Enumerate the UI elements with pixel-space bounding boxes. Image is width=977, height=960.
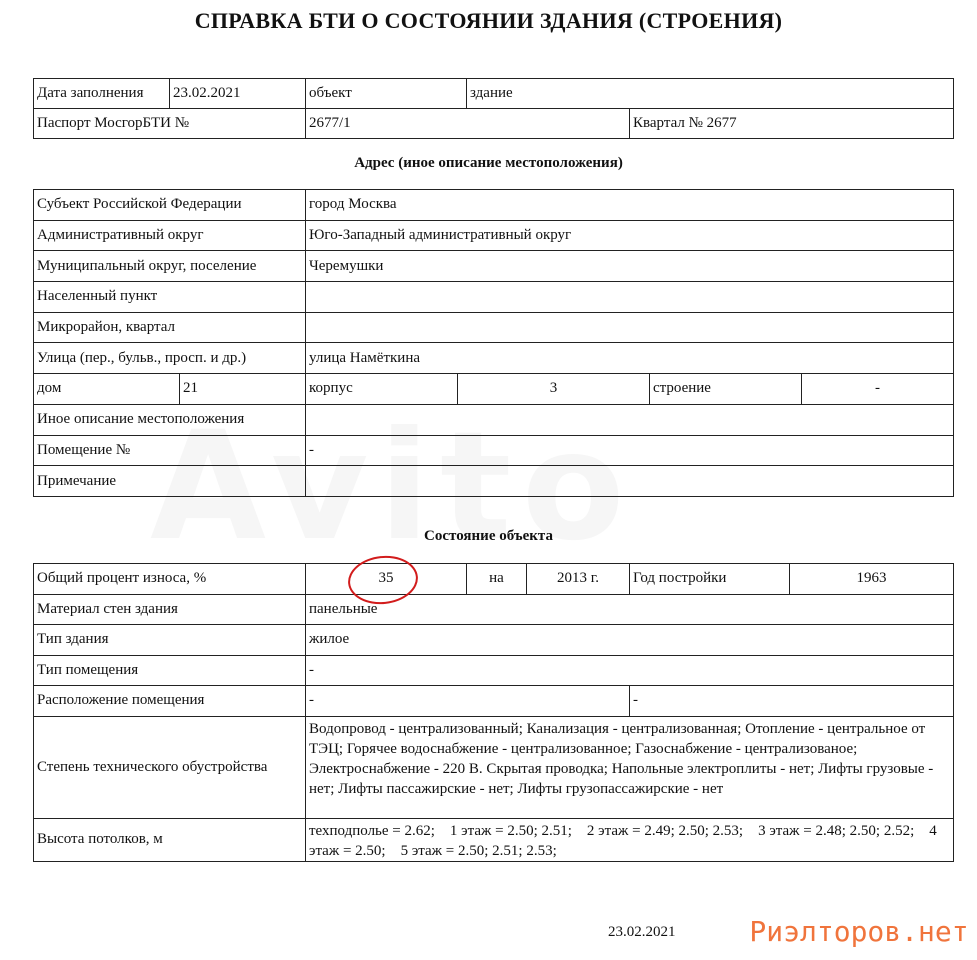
wear-on-label: на <box>467 564 527 595</box>
building-type-label: Тип здания <box>34 625 306 656</box>
table-row <box>34 466 954 497</box>
fill-date-label: Дата заполнения <box>34 79 170 109</box>
wear-label: Общий процент износа, % <box>34 564 306 595</box>
premises-type-label: Тип помещения <box>34 655 306 686</box>
premises-label: Помещение № <box>34 435 306 466</box>
built-label: Год постройки <box>630 564 790 595</box>
table-row <box>34 343 954 374</box>
state-section-title: Состояние объекта <box>424 528 553 544</box>
wear-value: 35 <box>306 564 467 595</box>
header-table <box>33 78 954 139</box>
premises-location-value: - <box>306 686 630 717</box>
subject-label: Субъект Российской Федерации <box>34 190 306 221</box>
street-value: улица Намёткина <box>306 343 954 374</box>
site-watermark: Риэлторов.нет <box>748 913 970 951</box>
district-label: Административный округ <box>34 220 306 251</box>
walls-value: панельные <box>306 594 954 625</box>
microdistrict-label: Микрорайон, квартал <box>34 312 306 343</box>
document-title: СПРАВКА БТИ О СОСТОЯНИИ ЗДАНИЯ (СТРОЕНИЯ) <box>194 8 783 33</box>
municipal-value: Черемушки <box>306 251 954 282</box>
building-label: строение <box>650 374 802 405</box>
ceiling-value: техподполье = 2.62; 1 этаж = 2.50; 2.51; 2 этаж = 2.49; 2.50; 2.53; 3 этаж = 2.48; 2.50; 2.52; 4 этаж = 2.50; 5 этаж = 2.50; 2.51; 2.53; <box>306 818 954 861</box>
walls-label: Материал стен здания <box>34 594 306 625</box>
object-value: здание <box>467 79 954 109</box>
quarter-value: Квартал № 2677 <box>630 109 954 139</box>
table-row <box>34 686 954 717</box>
utilities-value: Водопровод - централизованный; Канализация - централизованная; Отопление - центральное от ТЭЦ; Горячее водоснабжение - централизованное; Газоснабжение - централизованое; Электроснабжение - 220 В. Скрытая проводка; Напольные электроплиты - нет; Лифты грузовые - нет; Лифты пассажирские - нет; Лифты грузопассажирские - нет <box>306 716 954 818</box>
premises-location-value-2: - <box>630 686 954 717</box>
address-section-title: Адрес (иное описание местоположения) <box>354 155 623 171</box>
municipal-label: Муниципальный округ, поселение <box>34 251 306 282</box>
street-label: Улица (пер., бульв., просп. и др.) <box>34 343 306 374</box>
table-row <box>34 220 954 251</box>
subject-value: город Москва <box>306 190 954 221</box>
fill-date-value: 23.02.2021 <box>170 79 306 109</box>
locality-label: Населенный пункт <box>34 282 306 313</box>
table-row <box>34 594 954 625</box>
state-table <box>33 563 954 862</box>
table-row <box>34 625 954 656</box>
utilities-label: Степень технического обустройства <box>34 716 306 818</box>
table-row <box>34 190 954 221</box>
object-label: объект <box>306 79 467 109</box>
table-row <box>34 818 954 861</box>
table-row <box>34 109 954 139</box>
house-label: дом <box>34 374 180 405</box>
table-row <box>34 716 954 818</box>
table-row <box>34 312 954 343</box>
table-row <box>34 655 954 686</box>
premises-location-label: Расположение помещения <box>34 686 306 717</box>
korpus-label: корпус <box>306 374 458 405</box>
table-row <box>34 79 954 109</box>
microdistrict-value <box>306 312 954 343</box>
building-type-value: жилое <box>306 625 954 656</box>
table-row <box>34 282 954 313</box>
locality-value <box>306 282 954 313</box>
wear-year: 2013 г. <box>527 564 630 595</box>
table-row <box>34 251 954 282</box>
building-value: - <box>802 374 954 405</box>
ceiling-label: Высота потолков, м <box>34 818 306 861</box>
built-value: 1963 <box>790 564 954 595</box>
table-row <box>34 404 954 435</box>
korpus-value: 3 <box>458 374 650 405</box>
premises-value: - <box>306 435 954 466</box>
table-row <box>34 374 954 405</box>
table-row <box>34 564 954 595</box>
passport-label: Паспорт МосгорБТИ № <box>34 109 306 139</box>
passport-value: 2677/1 <box>306 109 630 139</box>
note-value <box>306 466 954 497</box>
address-table <box>33 189 954 497</box>
house-value: 21 <box>180 374 306 405</box>
table-row <box>34 435 954 466</box>
premises-type-value: - <box>306 655 954 686</box>
district-value: Юго-Западный административный округ <box>306 220 954 251</box>
footer-date: 23.02.2021 <box>608 924 676 940</box>
note-label: Примечание <box>34 466 306 497</box>
other-location-label: Иное описание местоположения <box>34 404 306 435</box>
other-location-value <box>306 404 954 435</box>
